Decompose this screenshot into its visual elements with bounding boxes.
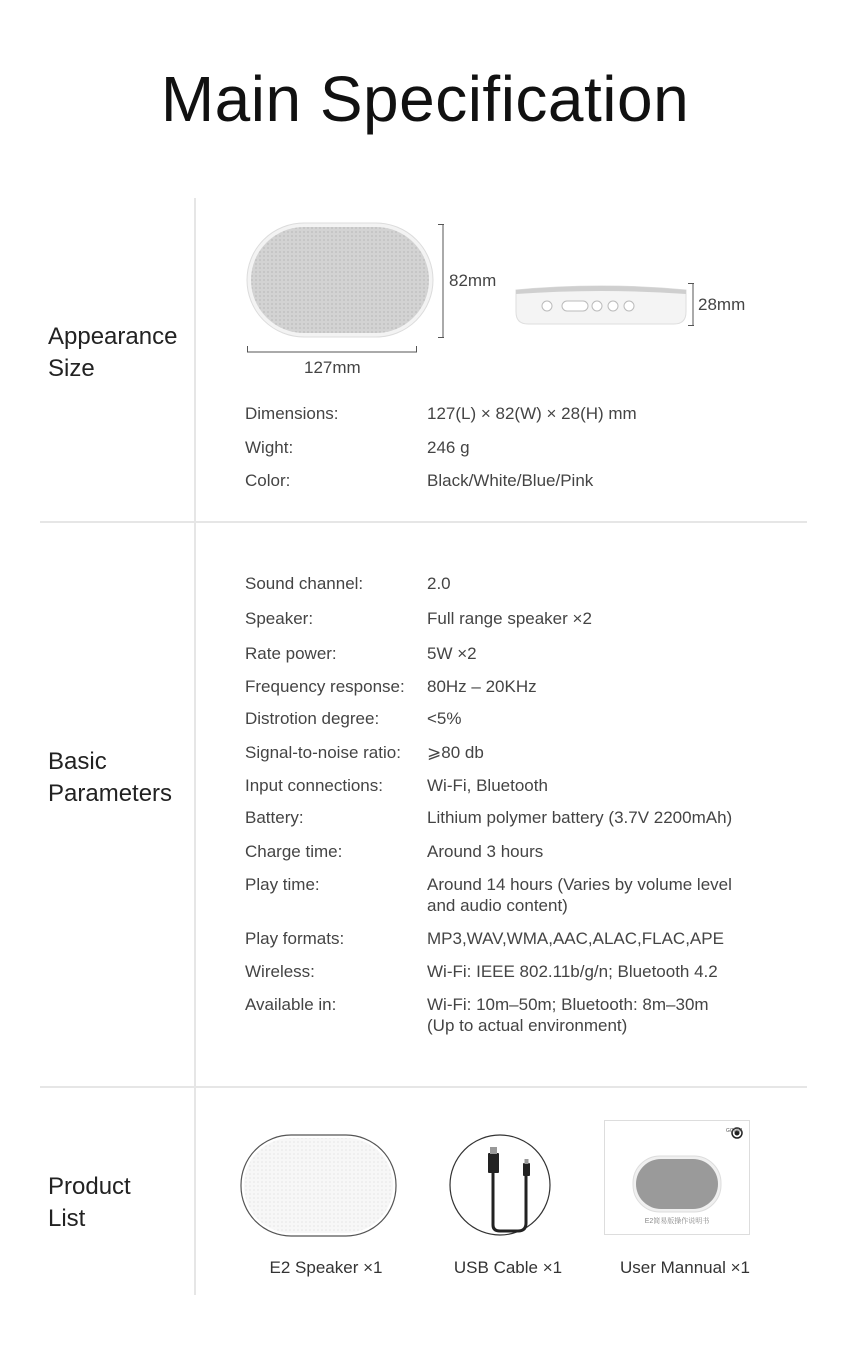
depth-dimension-line [688,283,698,327]
spec-key: Input connections: [245,776,383,795]
spec-key: Rate power: [245,644,337,663]
spec-key: Sound channel: [245,574,364,593]
spec-key: Color: [245,471,291,490]
section-label-basic [48,746,172,810]
product-caption: User Mannual ×1 [620,1258,750,1277]
spec-value-line: and audio content) [427,896,568,915]
label-line: Size [48,355,95,382]
spec-value: <5% [427,709,462,728]
spec-value: 246 g [427,438,470,457]
section-label-product [48,1171,131,1235]
label-line: List [48,1205,86,1232]
spec-value: Wi-Fi, Bluetooth [427,776,548,795]
manual-cover-text: E2简易版操作说明书 [644,1218,710,1225]
spec-key: Play time: [245,875,320,894]
spec-key: Frequency response: [245,677,405,696]
spec-value [427,874,777,916]
spec-key: Battery: [245,808,304,827]
spec-value: Around 3 hours [427,842,544,861]
spec-key: Speaker: [245,609,314,628]
section-label-appearance [48,321,177,385]
label-line: Product [48,1173,131,1200]
spec-value: Black/White/Blue/Pink [427,471,594,490]
section-divider [40,1086,807,1088]
manual-brand-text: GGMM [725,1128,743,1134]
spec-value-line: Wi-Fi: 10m–50m; Bluetooth: 8m–30m [427,995,709,1014]
height-dimension-line [438,224,448,339]
spec-value: Wi-Fi: IEEE 802.11b/g/n; Bluetooth 4.2 [427,962,718,981]
height-dimension-label: 82mm [449,271,497,290]
spec-value: ⩾80 db [427,743,484,762]
spec-value [427,994,777,1036]
depth-dimension-label: 28mm [698,295,746,314]
spec-value: 5W ×2 [427,644,477,663]
label-line: Appearance [48,323,178,350]
spec-value-line: Around 14 hours (Varies by volume level [427,875,732,894]
usb-cable-product-image [448,1133,552,1237]
width-dimension-label: 127mm [304,358,361,377]
spec-key: Wight: [245,438,294,457]
spec-value: MP3,WAV,WMA,AAC,ALAC,FLAC,APE [427,929,724,948]
speaker-top-image [514,284,688,328]
product-caption: USB Cable ×1 [453,1258,563,1277]
spec-value: Full range speaker ×2 [427,609,592,628]
spec-key: Distrotion degree: [245,709,380,728]
spec-key: Dimensions: [245,404,339,423]
page-title: Main Specification [160,63,690,135]
width-dimension-line [247,346,419,356]
spec-value: 127(L) × 82(W) × 28(H) mm [427,404,637,423]
product-caption: E2 Speaker ×1 [269,1258,383,1277]
spec-value: Lithium polymer battery (3.7V 2200mAh) [427,808,733,827]
label-line: Parameters [48,780,173,807]
spec-key: Play formats: [245,929,345,948]
spec-key: Wireless: [245,962,315,981]
speaker-front-image [246,222,436,342]
spec-key: Charge time: [245,842,343,861]
label-line: Basic [48,748,107,775]
spec-value: 80Hz – 20KHz [427,677,537,696]
vertical-divider [194,198,196,1295]
spec-value-line: (Up to actual environment) [427,1016,628,1035]
spec-key: Available in: [245,995,337,1014]
speaker-product-image [240,1132,398,1238]
spec-key: Signal-to-noise ratio: [245,743,401,762]
spec-value: 2.0 [427,574,451,593]
section-divider [40,521,807,523]
